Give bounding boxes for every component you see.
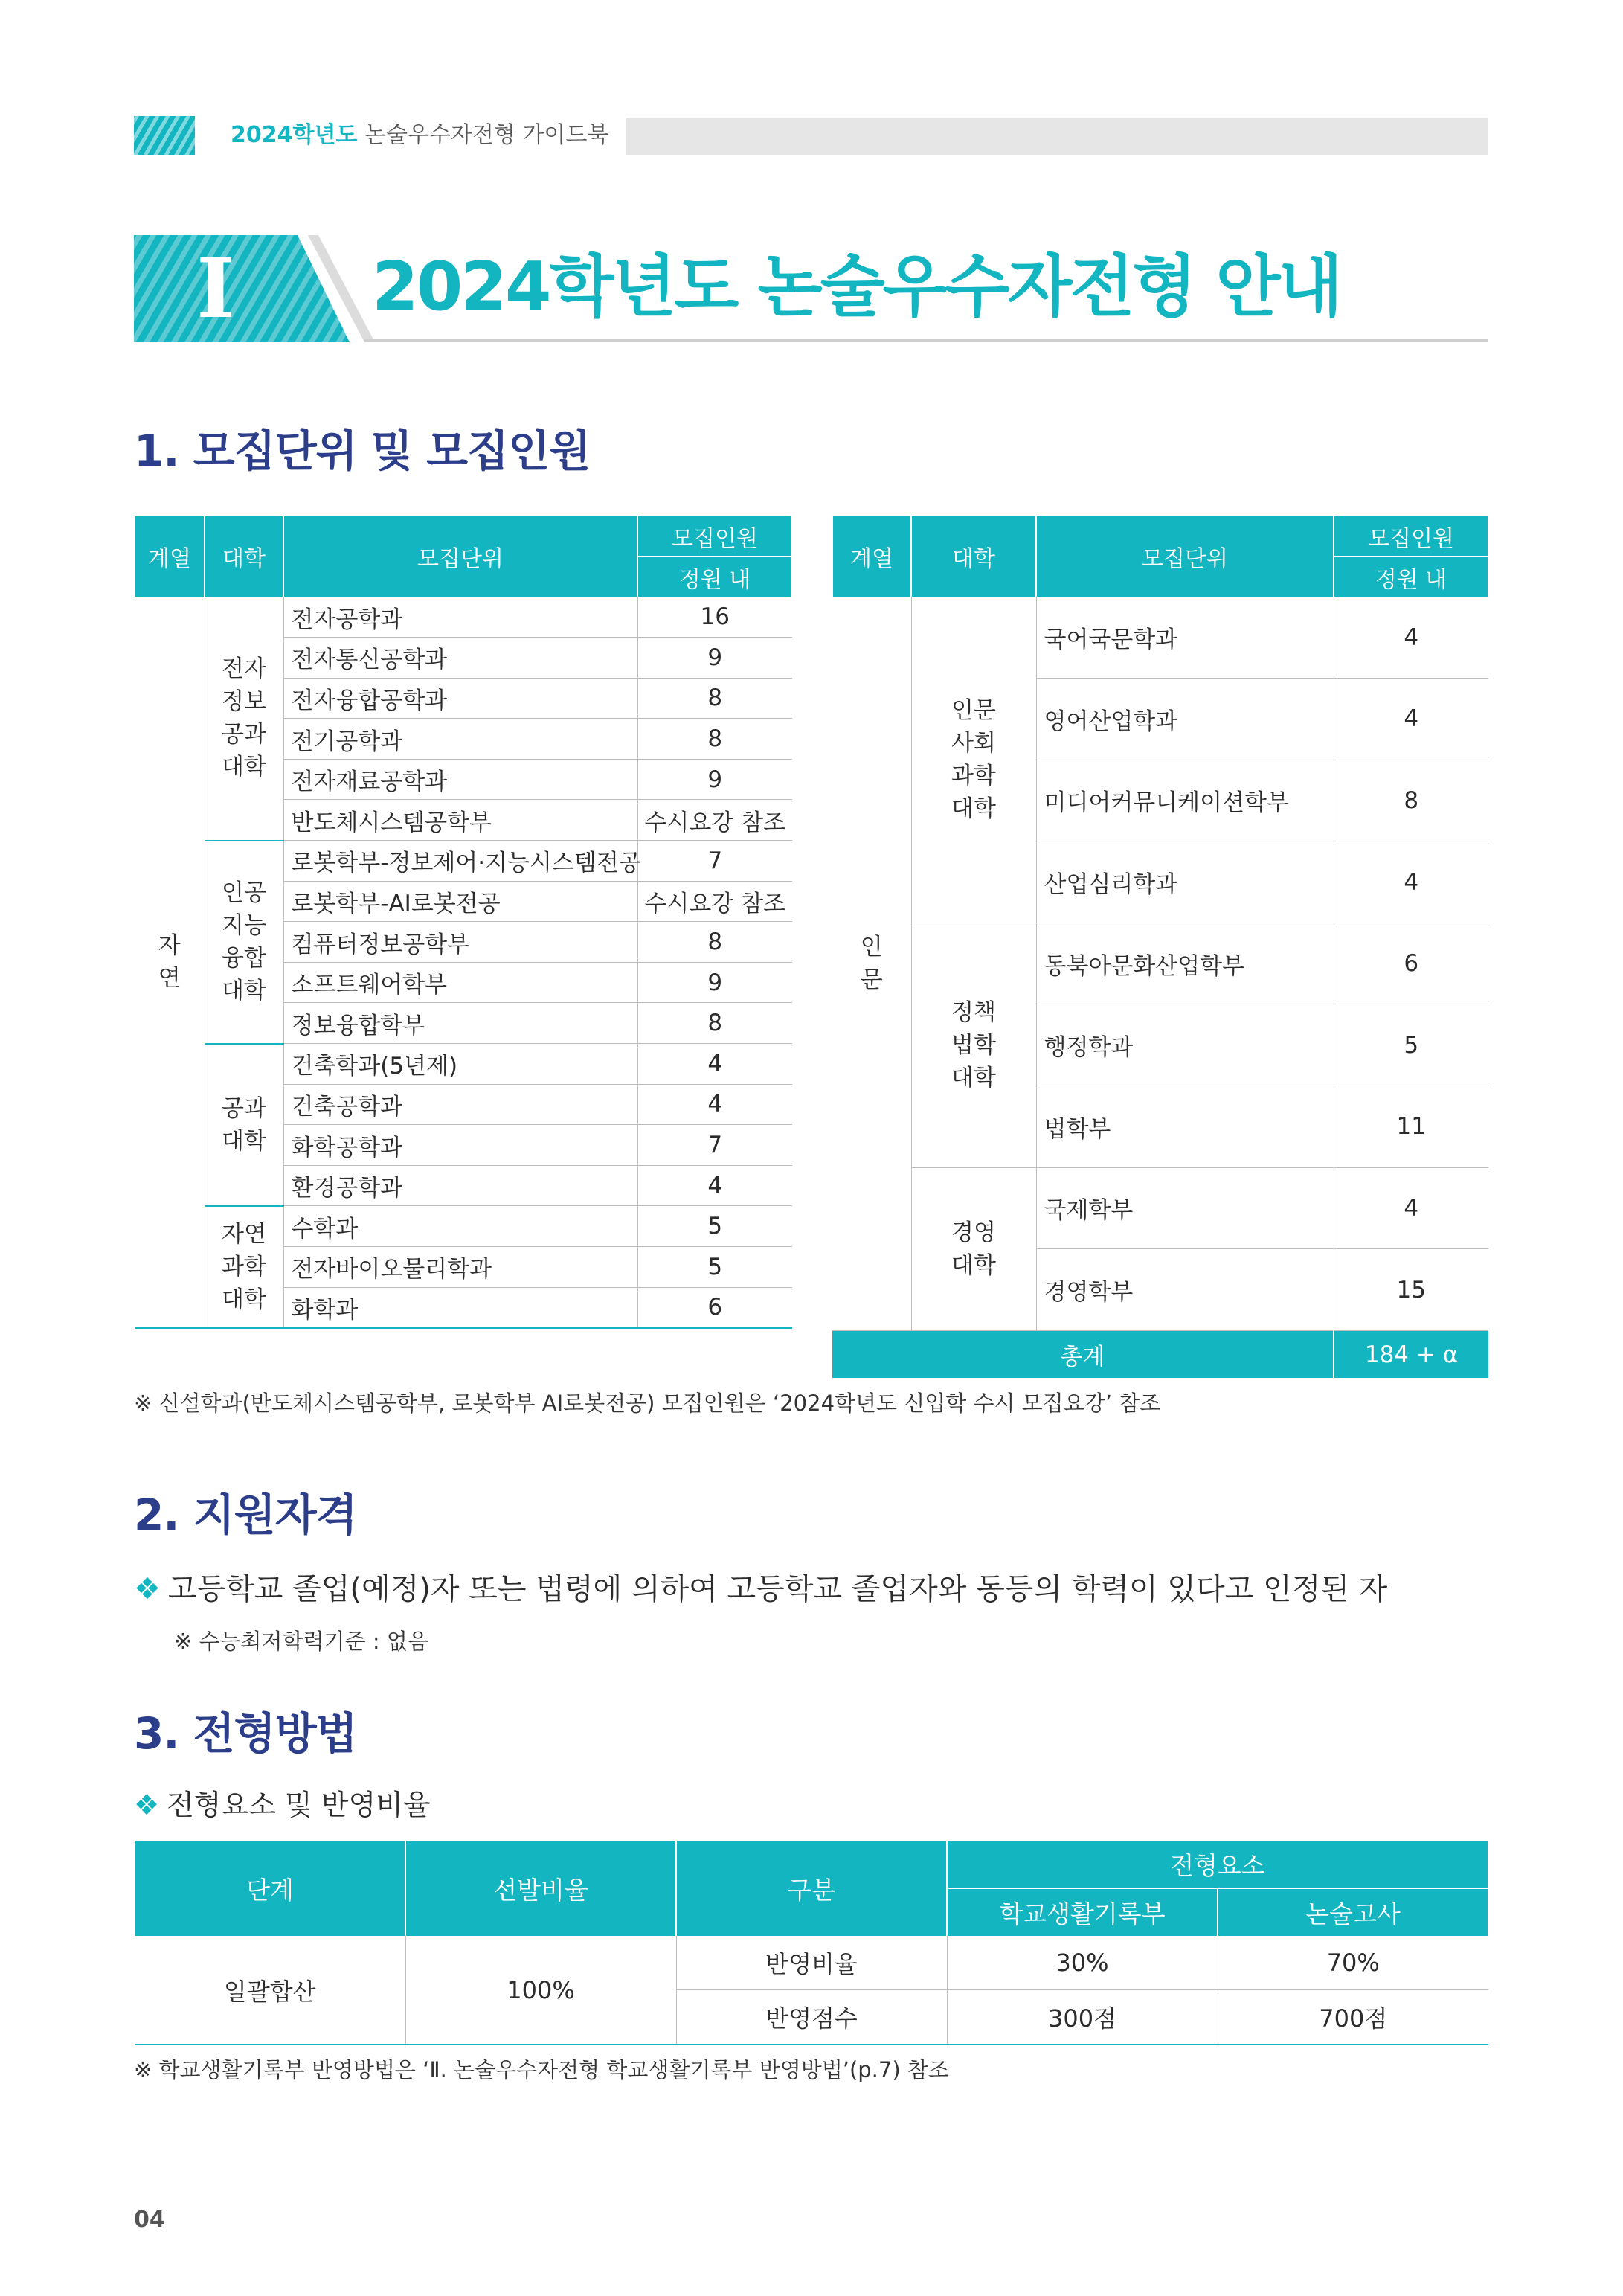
college-cell: 공과 대학 [205,1044,283,1206]
unit-cell: 전자통신공학과 [283,638,637,679]
unit-cell: 환경공학과 [283,1165,637,1206]
total-label: 총계 [832,1330,1334,1378]
section2-note: ※ 수능최저학력기준 : 없음 [174,1629,428,1654]
college-cell: 자연 과학 대학 [205,1206,283,1328]
record-cell: 300점 [947,1989,1218,2045]
unit-cell: 행정학과 [1036,1004,1334,1086]
section2-title: 2. 지원자격 [134,1489,357,1540]
quota-cell: 8 [637,1003,792,1044]
unit-cell: 로봇학부-정보제어·지능시스템전공 [283,841,637,882]
th-college: 대학 [205,516,283,597]
section3-title: 3. 전형방법 [134,1708,357,1759]
th-unit: 모집단위 [283,516,637,597]
table-row [832,1167,1488,1249]
unit-cell: 정보융합학부 [283,1003,637,1044]
college-cell: 인공 지능 융합 대학 [205,841,283,1044]
page-number: 04 [134,2207,165,2233]
th-quota: 모집인원 [637,516,792,557]
quota-cell: 4 [1334,597,1488,679]
unit-cell: 전자융합공학과 [283,678,637,719]
table-row [832,597,1488,679]
college-cell: 인문 사회 과학 대학 [911,597,1036,923]
th-elements: 전형요소 [947,1841,1488,1888]
th-type: 구분 [676,1841,947,1936]
quota-cell: 4 [637,1044,792,1085]
th-field: 계열 [832,516,911,597]
quota-cell: 6 [637,1287,792,1328]
unit-cell: 법학부 [1036,1086,1334,1168]
unit-cell: 동북아문화산업학부 [1036,923,1334,1004]
th-unit: 모집단위 [1036,516,1334,597]
unit-cell: 화학과 [283,1287,637,1328]
quota-cell: 5 [1334,1004,1488,1086]
quota-cell: 5 [637,1206,792,1247]
unit-cell: 수학과 [283,1206,637,1247]
quota-cell: 8 [637,719,792,760]
unit-cell: 국제학부 [1036,1167,1334,1249]
type-cell: 반영비율 [676,1936,947,1989]
essay-cell: 70% [1218,1936,1488,1989]
quota-cell: 8 [1334,760,1488,841]
table-row [135,841,792,882]
unit-cell: 소프트웨어학부 [283,962,637,1003]
essay-cell: 700점 [1218,1989,1488,2045]
th-ratio: 선발비율 [405,1841,676,1936]
quota-cell: 9 [637,962,792,1003]
th-field: 계열 [135,516,205,597]
quota-cell: 11 [1334,1086,1488,1168]
unit-cell: 산업심리학과 [1036,841,1334,923]
unit-cell: 전기공학과 [283,719,637,760]
quota-cell: 7 [637,841,792,882]
diamond-bullet-icon: ❖ [134,1572,161,1606]
quota-cell: 8 [637,678,792,719]
table-row [135,1206,792,1247]
eligibility-item [134,1568,1387,1610]
recruitment-table-humanities [832,516,1489,1378]
quota-cell: 수시요강 참조 [637,881,792,922]
quota-cell: 7 [637,1125,792,1166]
unit-cell: 컴퓨터정보공학부 [283,922,637,963]
section1-title: 1. 모집단위 및 모집인원 [134,426,591,476]
recruitment-table-natural [134,516,793,1329]
quota-cell: 9 [637,638,792,679]
th-record: 학교생활기록부 [947,1888,1218,1936]
table-row [135,597,792,638]
th-quota-sub: 정원 내 [1334,557,1488,597]
ratio-cell: 100% [405,1936,676,2045]
quota-cell: 16 [637,597,792,638]
quota-cell: 4 [1334,679,1488,760]
type-cell: 반영점수 [676,1989,947,2045]
table-body [135,597,792,1328]
unit-cell: 반도체시스템공학부 [283,800,637,841]
unit-cell: 전자바이오물리학과 [283,1247,637,1288]
th-college: 대학 [911,516,1036,597]
table-row [135,1044,792,1085]
record-cell: 30% [947,1936,1218,1989]
unit-cell: 전자공학과 [283,597,637,638]
chapter-title: 2024학년도 논술우수자전형 안내 [372,248,1341,326]
th-quota: 모집인원 [1334,516,1488,557]
college-cell: 정책 법학 대학 [911,923,1036,1167]
section3-note: ※ 학교생활기록부 반영방법은 ‘Ⅱ. 논술우수자전형 학교생활기록부 반영방법’(p.7) 참조 [134,2057,949,2082]
quota-cell: 4 [1334,1167,1488,1249]
unit-cell: 건축학과(5년제) [283,1044,637,1085]
evaluation-table [134,1841,1489,2045]
th-quota-sub: 정원 내 [637,557,792,597]
header-stripe [134,116,195,155]
college-cell: 전자 정보 공과 대학 [205,597,283,841]
evaluation-subtitle-text: 전형요소 및 반영비율 [167,1789,431,1821]
college-cell: 경영 대학 [911,1167,1036,1330]
header-bar [626,118,1488,155]
quota-cell: 6 [1334,923,1488,1004]
quota-cell: 4 [1334,841,1488,923]
field-cell: 인 문 [832,597,911,1330]
chapter-number: I [196,240,235,336]
quota-cell: 8 [637,922,792,963]
table-row [832,923,1488,1004]
stage-cell: 일괄합산 [135,1936,405,2045]
unit-cell: 로봇학부-AI로봇전공 [283,881,637,922]
th-stage: 단계 [135,1841,405,1936]
total-value: 184 + α [1334,1330,1488,1378]
quota-cell: 15 [1334,1249,1488,1331]
header-guide: 논술우수자전형 가이드북 [364,122,609,148]
quota-cell: 4 [637,1084,792,1125]
quota-cell: 9 [637,759,792,800]
section1-note: ※ 신설학과(반도체시스템공학부, 로봇학부 AI로봇전공) 모집인원은 ‘2024학년도 신입학 수시 모집요강’ 참조 [134,1391,1161,1416]
header-title [231,119,608,152]
th-essay: 논술고사 [1218,1888,1488,1936]
quota-cell: 수시요강 참조 [637,800,792,841]
quota-cell: 4 [637,1165,792,1206]
unit-cell: 화학공학과 [283,1125,637,1166]
unit-cell: 미디어커뮤니케이션학부 [1036,760,1334,841]
table-body [832,597,1488,1330]
chapter-underline [364,339,1488,342]
header-year: 2024학년도 [231,122,358,148]
unit-cell: 경영학부 [1036,1249,1334,1331]
eligibility-text: 고등학교 졸업(예정)자 또는 법령에 의하여 고등학교 졸업자와 동등의 학력이 있다고 인정된 자 [167,1572,1388,1606]
diamond-bullet-icon: ❖ [134,1789,160,1821]
unit-cell: 건축공학과 [283,1084,637,1125]
unit-cell: 국어국문학과 [1036,597,1334,679]
field-cell: 자 연 [135,597,205,1328]
unit-cell: 전자재료공학과 [283,759,637,800]
unit-cell: 영어산업학과 [1036,679,1334,760]
evaluation-subtitle [134,1784,431,1826]
quota-cell: 5 [637,1247,792,1288]
